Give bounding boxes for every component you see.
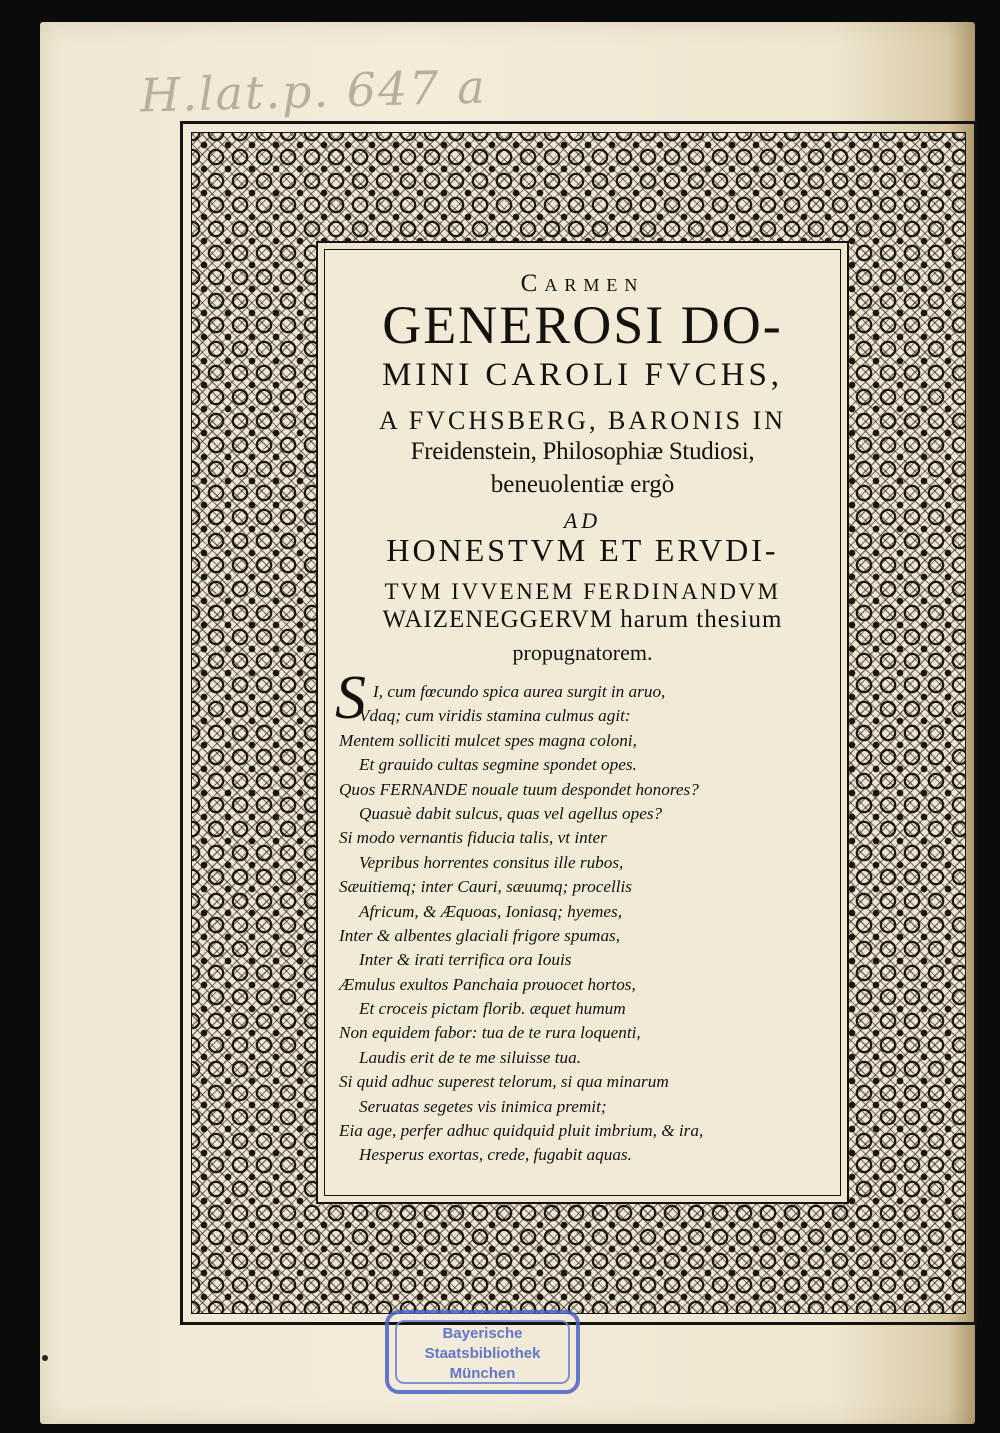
poem-line: Seruatas segetes vis inimica premit; — [359, 1096, 607, 1116]
title-line-generosi: GENEROSI DO- — [382, 295, 783, 355]
text-frame — [316, 241, 849, 1204]
poem-line: Laudis erit de te me siluisse tua. — [359, 1047, 581, 1067]
poem-line: I, cum fœcundo spica aurea surgit in aruo, — [373, 682, 666, 701]
poem-body — [339, 680, 832, 1168]
poem-line: Si quid adhuc superest telorum, si qua minarum — [339, 1072, 669, 1092]
title-line-caroli: MINI CAROLI FVCHS, — [381, 357, 784, 393]
ornamental-border — [180, 121, 977, 1325]
title-line-ad: AD — [563, 508, 602, 533]
stamp-line: Staatsbibliothek — [424, 1345, 541, 1362]
poem-line: Mentem solliciti mulcet spes magna coloni, — [339, 730, 637, 750]
stamp-line: München — [449, 1365, 516, 1382]
poem-line: Si modo vernantis fiducia talis, vt inter — [339, 828, 607, 848]
title-line-carmen: Carmen — [520, 270, 645, 297]
poem-line: Vdaq; cum viridis stamina culmus agit: — [359, 706, 631, 726]
poem-line: Hesperus exortas, crede, fugabit aquas. — [359, 1145, 632, 1165]
poem-line: Sæuitiemq; inter Cauri, sæuumq; procellis — [339, 877, 632, 897]
shelfmark-annotation: H.lat.p. 647 a — [139, 59, 488, 123]
poem-line: Quos FERNANDE nouale tuum despondet honores? — [339, 779, 699, 799]
text-frame-inner-line — [324, 249, 841, 1196]
title-block — [325, 250, 840, 1195]
title-line-iuuenem: TVM IVVENEM FERDINANDVM — [384, 579, 781, 604]
title-line-honestum: HONESTVM ET ERVDI- — [386, 532, 779, 568]
poem-line: Inter & albentes glaciali frigore spumas, — [339, 925, 621, 945]
poem-line: Eia age, perfer adhuc quidquid pluit imbrium, & ira, — [339, 1121, 704, 1141]
poem-line: Inter & irati terrifica ora Iouis — [359, 950, 572, 970]
poem-line: Et grauido cultas segmine spondet opes. — [359, 755, 637, 775]
poem-line: Æmulus exultos Panchaia prouocet hortos, — [339, 974, 636, 994]
title-line-fuchsberg: A FVCHSBERG, BARONIS IN — [378, 406, 787, 435]
library-stamp — [385, 1310, 580, 1394]
poem-line: Et croceis pictam florib. æquet humum — [359, 999, 626, 1019]
title-line-freidenstein: Freidenstein, Philosophiæ Studiosi, — [410, 438, 755, 465]
stamp-line: Bayerische — [442, 1325, 523, 1342]
poem-line: Africum, & Æquoas, Ioniasq; hyemes, — [359, 901, 623, 921]
poem-line: Quasuè dabit sulcus, quas vel agellus opes? — [359, 803, 663, 823]
title-line-beneuolentiae: beneuolentiæ ergò — [490, 471, 675, 498]
poem-line: Vepribus horrentes consitus ille rubos, — [359, 852, 624, 872]
book-page — [40, 22, 975, 1424]
title-line-waizeneggerum: WAIZENEGGERVM harum thesium — [382, 606, 783, 633]
poem-dropcap: S — [335, 664, 366, 732]
library-stamp-inner-border — [395, 1320, 570, 1384]
poem-line: Non equidem fabor: tua de te rura loquenti, — [339, 1023, 641, 1043]
paper-speck — [42, 1355, 48, 1361]
title-line-propugnatorem: propugnatorem. — [512, 640, 653, 665]
